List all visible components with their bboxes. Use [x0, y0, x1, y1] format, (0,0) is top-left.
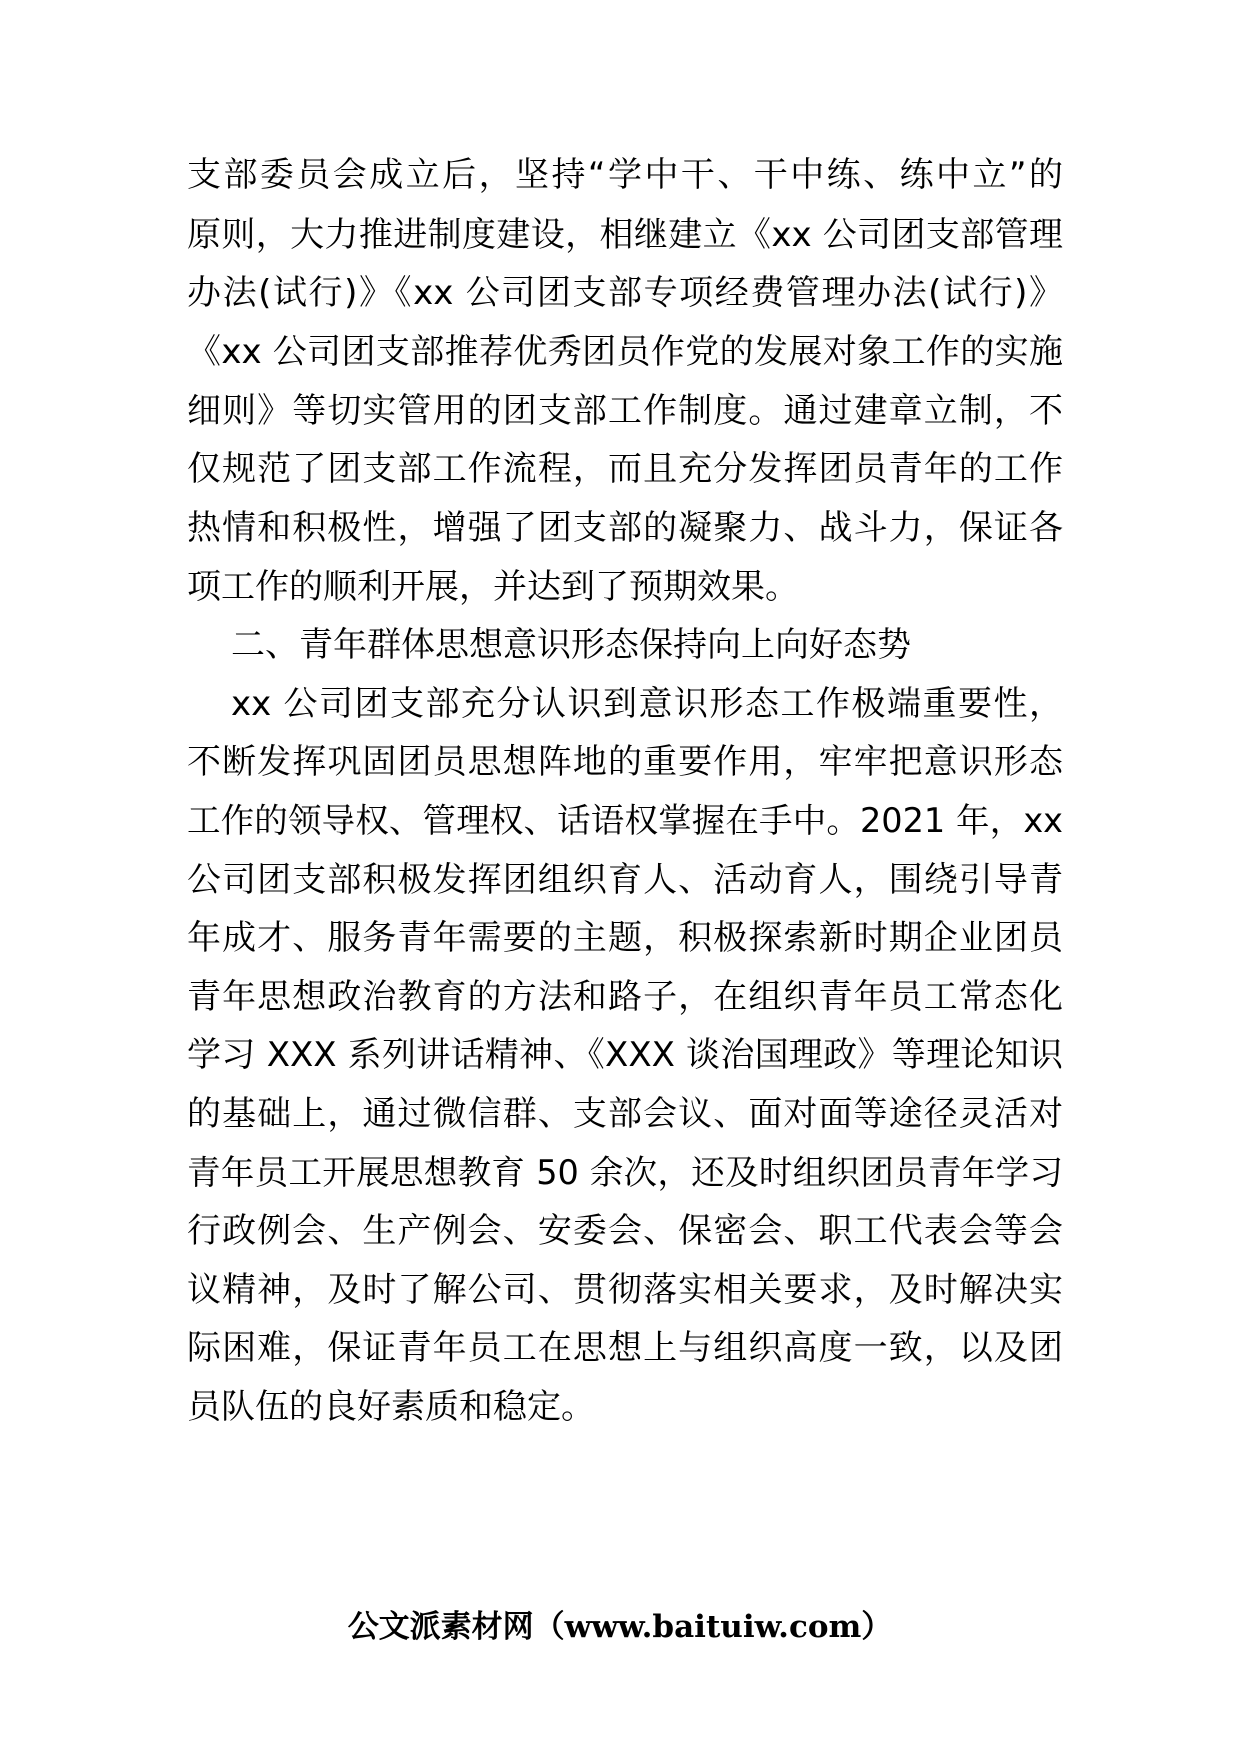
- body-text-line: 年成才、服务青年需要的主题，积极探索新时期企业团员: [187, 918, 1063, 958]
- body-text-line: 支部委员会成立后，坚持“学中干、干中练、练中立”的: [187, 155, 1063, 195]
- body-text-line: 《xx 公司团支部推荐优秀团员作党的发展对象工作的实施: [187, 332, 1063, 372]
- body-text-line: 仅规范了团支部工作流程，而且充分发挥团员青年的工作: [187, 449, 1063, 489]
- body-text-line: 行政例会、生产例会、安委会、保密会、职工代表会等会: [187, 1211, 1063, 1251]
- body-text-line: 员队伍的良好素质和稳定。: [187, 1387, 595, 1427]
- body-text-line: 不断发挥巩固团员思想阵地的重要作用，牢牢把意识形态: [187, 742, 1063, 782]
- body-text-line: xx 公司团支部充分认识到意识形态工作极端重要性，: [231, 684, 1063, 724]
- body-text-line: 青年思想政治教育的方法和路子，在组织青年员工常态化: [187, 977, 1063, 1017]
- body-text-line: 工作的领导权、管理权、话语权掌握在手中。2021 年，xx: [187, 801, 1063, 840]
- section-heading: 二、青年群体思想意识形态保持向上向好态势: [231, 625, 911, 665]
- body-text-line: 际困难，保证青年员工在思想上与组织高度一致，以及团: [187, 1328, 1063, 1368]
- body-text-line: 项工作的顺利开展，并达到了预期效果。: [187, 567, 799, 607]
- body-text-line: 办法(试行)》《xx 公司团支部专项经费管理办法(试行)》: [187, 273, 1063, 313]
- footer-watermark: 公文派素材网（www.baituiw.com）: [347, 1609, 893, 1645]
- body-text-line: 的基础上，通过微信群、支部会议、面对面等途径灵活对: [187, 1094, 1063, 1134]
- body-text-line: 公司团支部积极发挥团组织育人、活动育人，围绕引导青: [187, 860, 1063, 900]
- body-text-line: 议精神，及时了解公司、贯彻落实相关要求，及时解决实: [187, 1270, 1063, 1310]
- body-text-line: 热情和积极性，增强了团支部的凝聚力、战斗力，保证各: [187, 508, 1063, 548]
- body-text-line: 青年员工开展思想教育 50 余次，还及时组织团员青年学习: [187, 1153, 1063, 1192]
- body-text-line: 细则》等切实管用的团支部工作制度。通过建章立制，不: [187, 391, 1063, 431]
- body-text-line: 学习 XXX 系列讲话精神、《XXX 谈治国理政》等理论知识: [187, 1035, 1063, 1075]
- body-text-line: 原则，大力推进制度建设，相继建立《xx 公司团支部管理: [187, 215, 1063, 255]
